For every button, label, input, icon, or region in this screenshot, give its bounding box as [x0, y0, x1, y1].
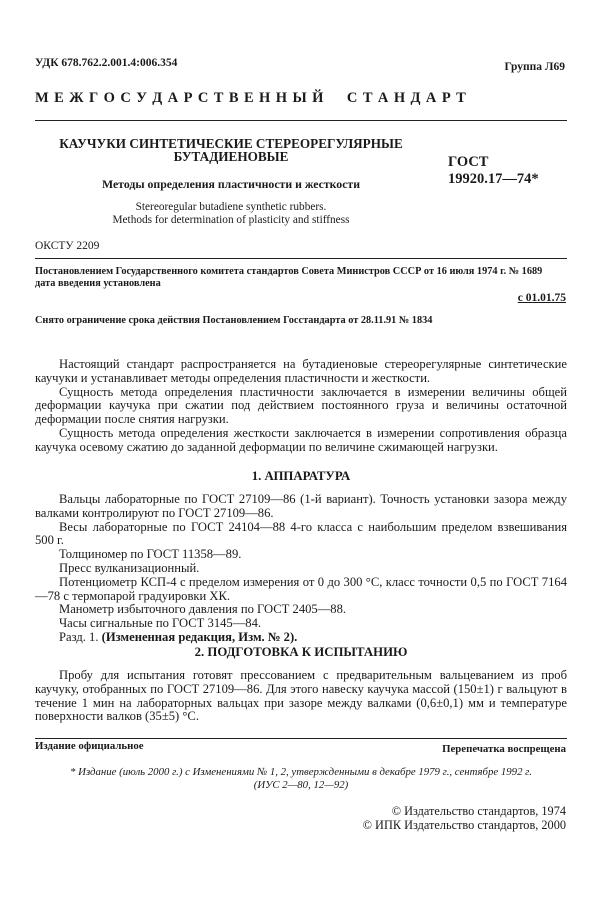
preparation-paragraph: Пробу для испытания готовят прессованием с предварительным вальцеванием из проб каучуку, отобранных по ГОСТ 27109—86. Для этого навеску каучука массой (150±1) г вальцуют в течение 1 мин на лабораторных вальцах при зазоре между валками (0,6±0,1) мм и температуре поверхности валков (35±5) °С.: [35, 668, 567, 724]
udk-code: УДК 678.762.2.001.4:006.354: [35, 57, 178, 69]
apparatus-item: Вальцы лабораторные по ГОСТ 27109—86 (1-й вариант). Точность установки зазора между валками контролируют по ГОСТ 27109—86.: [35, 492, 567, 520]
restriction-note: Снято ограничение срока действия Постановлением Госстандарта от 28.11.91 № 1834: [35, 315, 433, 326]
section-2-heading: 2. ПОДГОТОВКА К ИСПЫТАНИЮ: [194, 645, 408, 659]
edition-note-line-1: * Издание (июль 2000 г.) с Изменениями № 1, 2, утвержденными в декабре 1979 г., сентябре 1992 г.: [70, 766, 532, 778]
apparatus-item: Манометр избыточного давления по ГОСТ 2405—88.: [59, 602, 347, 617]
effective-date: с 01.01.75: [517, 292, 566, 304]
standard-banner: М Е Ж Г О С У Д А Р С Т В Е Н Н Ы Й С Т А Н Д А Р Т: [35, 90, 467, 106]
apparatus-item: Толщиномер по ГОСТ 11358—89.: [59, 547, 242, 562]
intro-section: [35, 358, 567, 455]
amendment-note: [35, 631, 567, 645]
gost-label: ГОСТ: [448, 154, 489, 170]
document-subtitle: Методы определения пластичности и жесткости: [101, 177, 361, 191]
title-line-2: БУТАДИЕНОВЫЕ: [173, 149, 289, 164]
okstu-code: ОКСТУ 2209: [35, 240, 100, 252]
amendment-prefix: Разд. 1.: [59, 629, 99, 644]
footer-rule: [35, 738, 567, 739]
apparatus-item: Пресс вулканизационный.: [59, 560, 200, 575]
apparatus-item: Потенциометр КСП-4 с пределом измерения от 0 до 300 °С, класс точности 0,5 по ГОСТ 7164—78 с термопарой градуировки ХК.: [35, 574, 567, 603]
header-rule: [35, 120, 567, 121]
copyright-1974: © Издательство стандартов, 1974: [391, 804, 566, 818]
intro-paragraph-1: Настоящий стандарт распространяется на бутадиеновые стереорегулярные синтетические каучуки и устанавливает методы определения пластичности и жесткости.: [35, 357, 567, 385]
reprint-notice: Перепечатка воспрещена: [442, 743, 566, 755]
group-code: Группа Л69: [504, 61, 565, 73]
intro-paragraph-2: Сущность метода определения пластичности заключается в измерении величины общей деформации каучука при сжатии под действием постоянного груза и величины остаточной деформации после снятия нагрузки.: [35, 384, 567, 427]
copyright-2000: © ИПК Издательство стандартов, 2000: [362, 818, 566, 832]
apparatus-item: Весы лабораторные по ГОСТ 24104—88 4-го класса с наибольшим пределом взвешивания 500 г.: [35, 519, 567, 548]
preparation-section: [35, 669, 567, 724]
english-title-line-2: Methods for determination of plasticity and stiffness: [112, 214, 350, 226]
title-line-1: КАУЧУКИ СИНТЕТИЧЕСКИЕ СТЕРЕОРЕГУЛЯРНЫЕ: [59, 136, 403, 151]
english-title-line-1: Stereoregular butadiene synthetic rubbers.: [135, 201, 327, 213]
apparatus-list: [35, 493, 567, 645]
official-edition: Издание официальное: [35, 740, 144, 752]
edition-note-line-2: (ИУС 2—80, 12—92): [253, 779, 349, 791]
decree-line-1: Постановлением Государственного комитета стандартов Совета Министров СССР от 16 июля 1974 г. № 1689: [35, 266, 543, 277]
apparatus-item: Часы сигнальные по ГОСТ 3145—84.: [59, 616, 262, 631]
gost-number: 19920.17—74*: [448, 171, 539, 187]
section-1-heading: 1. АППАРАТУРА: [251, 469, 351, 483]
intro-paragraph-3: Сущность метода определения жесткости заключается в измерении сопротивления образца каучука осевому сжатию до заданной деформации по величине сжимающей нагрузки.: [35, 425, 567, 454]
decree-line-2: дата введения установлена: [35, 278, 161, 289]
amendment-bold: (Измененная редакция, Изм. № 2).: [101, 629, 298, 644]
okstu-rule: [35, 258, 567, 259]
